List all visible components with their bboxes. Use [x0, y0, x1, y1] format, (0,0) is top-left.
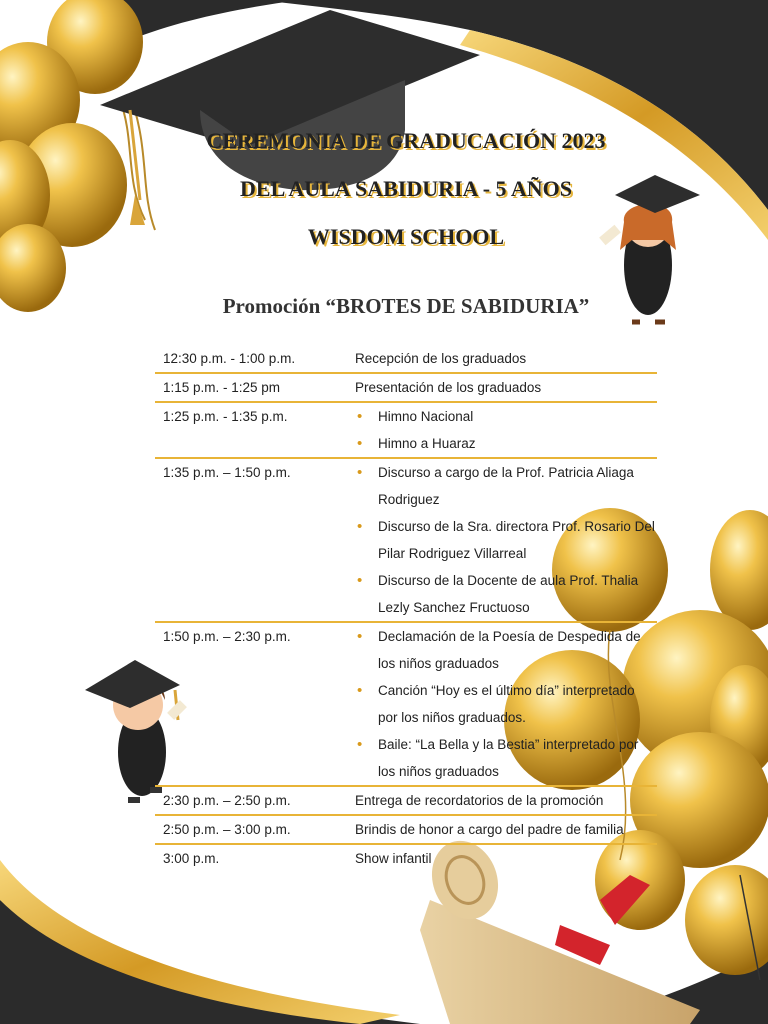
- schedule-activity-list: [355, 459, 657, 621]
- schedule-activity: Recepción de los graduados: [355, 351, 527, 366]
- schedule-activity-list: [355, 403, 657, 457]
- promotion-title: Promoción “BROTES DE SABIDURIA”: [222, 294, 590, 318]
- schedule-time: 1:50 p.m. – 2:30 p.m.: [163, 629, 291, 644]
- schedule-activity: Presentación de los graduados: [355, 380, 542, 395]
- title-line-2: DEL AULA SABIDURIA - 5 AÑOS: [240, 176, 572, 201]
- schedule-time: 12:30 p.m. - 1:00 p.m.: [163, 351, 296, 366]
- schedule-time: 2:50 p.m. – 3:00 p.m.: [163, 822, 291, 837]
- schedule-table: [155, 345, 657, 872]
- schedule-activity-item: • Discurso de la Docente de aula Prof. Thalia Lezly Sanchez Fructuoso: [355, 567, 657, 621]
- schedule-row: [155, 459, 657, 623]
- schedule-activity-item: • Canción “Hoy es el último día” interpretado por los niños graduados.: [355, 677, 657, 731]
- schedule-activity-list: [355, 623, 657, 785]
- title-line-1: CEREMONIA DE GRADUCACIÓN 2023: [206, 128, 606, 153]
- schedule-activity-item: • Himno Nacional: [355, 403, 657, 430]
- schedule-time: 2:30 p.m. – 2:50 p.m.: [163, 793, 291, 808]
- schedule-time: 1:25 p.m. - 1:35 p.m.: [163, 409, 288, 424]
- title-line-3: WISDOM SCHOOL: [307, 224, 505, 249]
- schedule-row: [155, 816, 657, 845]
- schedule-activity-item: • Discurso a cargo de la Prof. Patricia Aliaga Rodriguez: [355, 459, 657, 513]
- schedule-activity-item: • Discurso de la Sra. directora Prof. Rosario Del Pilar Rodriguez Villarreal: [355, 513, 657, 567]
- schedule-row: [155, 345, 657, 374]
- schedule-activity: Show infantil: [355, 851, 432, 866]
- schedule-time: 1:15 p.m. - 1:25 pm: [163, 380, 281, 395]
- schedule-activity-item: • Baile: “La Bella y la Bestia” interpretado por los niños graduados: [355, 731, 657, 785]
- schedule-activity-item: • Declamación de la Poesía de Despedida de los niños graduados: [355, 623, 657, 677]
- schedule-row: [155, 374, 657, 403]
- schedule-row: [155, 623, 657, 787]
- balloons-top-left: [0, 0, 155, 312]
- schedule-activity-item: • Himno a Huaraz: [355, 430, 657, 457]
- schedule-row: [155, 845, 657, 872]
- schedule-time: 3:00 p.m.: [163, 851, 220, 866]
- schedule-activity: Entrega de recordatorios de la promoción: [355, 793, 604, 808]
- schedule-row: [155, 403, 657, 459]
- schedule-time: 1:35 p.m. – 1:50 p.m.: [163, 465, 291, 480]
- schedule-activity: Brindis de honor a cargo del padre de familia: [355, 822, 624, 837]
- schedule-row: [155, 787, 657, 816]
